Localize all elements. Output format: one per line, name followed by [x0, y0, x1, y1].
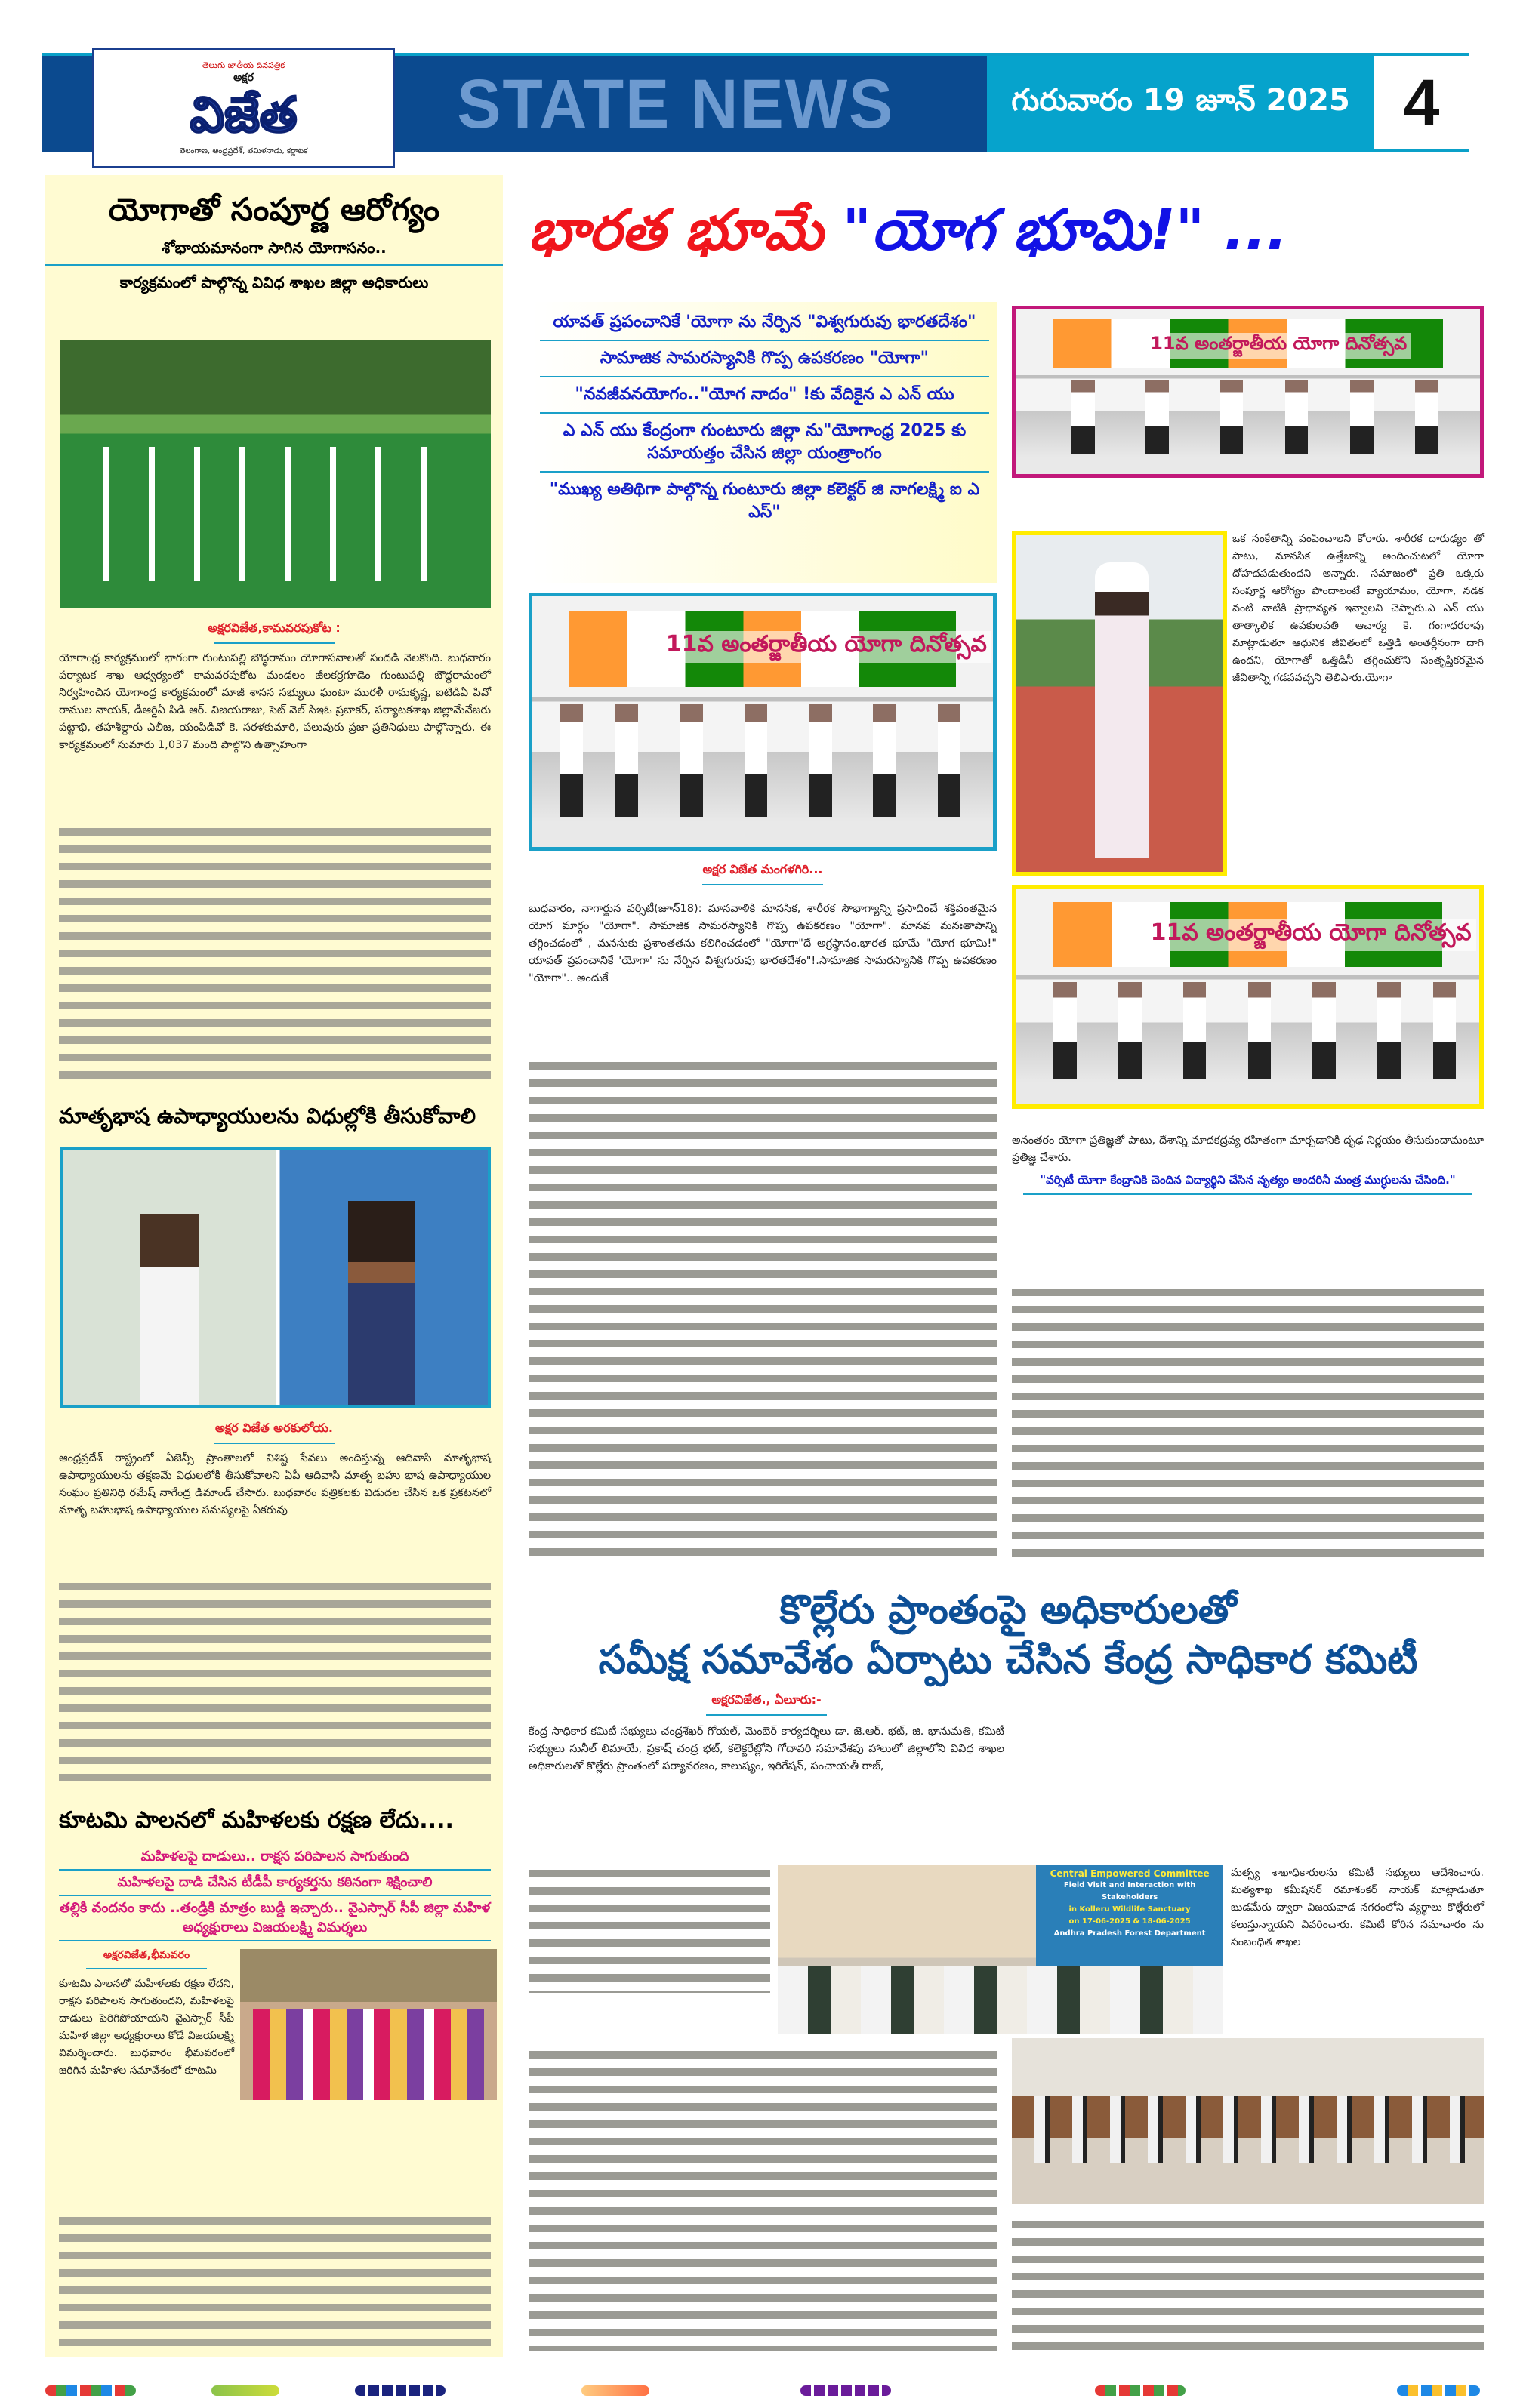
story-title: మాతృభాష ఉపాధ్యాయులను విధుల్లోకి తీసుకోవాలి	[59, 1104, 476, 1129]
story-header	[59, 1806, 491, 2100]
meeting-hall-photo	[1012, 2038, 1484, 2204]
banner-line: Central Empowered Committee	[1050, 1868, 1210, 1879]
kolleru-header	[521, 1585, 1495, 1775]
photo-banner-text: 11వ అంతర్జాతీయ యోగా దినోత్సవ	[661, 631, 991, 663]
photo-banner-text: 11వ అంతర్జాతీయ యోగా దినోత్సవ	[1146, 919, 1476, 951]
lead-subhead: "నవజీవనయోగం.."యోగ నాదం" !కు వేదికైన ఎ ఎన్ యు	[540, 376, 989, 412]
committee-meeting-photo	[778, 1865, 1223, 2034]
decorative-dots	[800, 2385, 891, 2396]
story-title: యోగాతో సంపూర్ణ ఆరోగ్యం	[108, 191, 440, 228]
story-subhead: మహిళలపై దాడులు.. రాక్షస పరిపాలన సాగుతుంది	[59, 1845, 491, 1871]
logo-prefix: అక్షర	[233, 71, 254, 84]
story-3-content	[59, 1949, 491, 2100]
story-title: కూటమి పాలనలో మహిళలకు రక్షణ లేదు....	[59, 1807, 454, 1834]
byline: అక్షర విజేత అరకులోయ.	[45, 1421, 503, 1444]
lead-headline	[529, 198, 1488, 288]
banner-line: Field Visit and Interaction with Stakeholders	[1063, 1881, 1196, 1901]
story-body-continued	[1012, 1283, 1484, 1563]
byline: అక్షరవిజేత., ఏలూరు:-	[529, 1692, 1004, 1716]
issue-date: గురువారం 19 జూన్ 2025	[987, 56, 1374, 152]
byline: అక్షరవిజేత,కామవరపుకోట :	[45, 620, 503, 644]
teacher-photos	[60, 1147, 491, 1408]
logo-states: తెలంగాణ, ఆంధ్రప్రదేశ్, తమిళనాడు, కర్ణాటక	[179, 146, 308, 156]
pull-quote: "వర్సిటీ యోగా కేంద్రానికి చెందిన విద్యార్థిని చేసిన నృత్యం అందరినీ మంత్ర ముగ్ధులను చేసింది."	[1023, 1172, 1472, 1195]
story-body: ఒక సంకేతాన్ని పంపించాలని కోరారు. శారీరక దారుఢ్యం తో పాటు, మానసిక ఉత్తేజాన్ని అందించుటలో యోగా దోహదపడుతుందని అన్నారు. సమాజంలో ప్రతి ఒక్కరు సంపూర్ణ ఆరోగ్యం పొందాలంటే వ్యాయామం, యోగా, నడక వంటి వాటికి ప్రాధాన్యత ఇవ్వాలని చెప్పారు.ఎ ఎన్ యు తాత్కాలిక ఉపకులపతి ఆచార్య కె. గంగాధరరావు మాట్లాడుతూ ఆధునిక జీవితంలో ఒత్తిడి అంతర్లీనంగా దాగి ఉందని, యోగాతో ఒత్తిడినీ తగ్గించుకొని సంతృప్తికరమైన జీవితాన్ని గడపవచ్చని తెలిపారు.యోగా	[1232, 533, 1484, 684]
decorative-dots	[211, 2385, 279, 2396]
banner-line: on 17-06-2025 & 18-06-2025	[1068, 1917, 1191, 1926]
decorative-dots	[1095, 2385, 1186, 2396]
story-text	[45, 620, 503, 754]
section-title: STATE NEWS	[457, 65, 895, 143]
decorative-dots	[581, 2385, 649, 2396]
story-subhead: కార్యక్రమంలో పాల్గొన్న వివిధ శాఖల జిల్లా అధికారులు	[119, 273, 429, 291]
headline-line: కొల్లేరు ప్రాంతంపై అధికారులతో	[779, 1587, 1237, 1633]
logo-tagline: తెలుగు జాతీయ దినపత్రిక	[202, 60, 285, 70]
story-body: యోగాంధ్ర కార్యక్రమంలో భాగంగా గుంటుపల్లి బౌద్ధరామం యోగాసనాలతో సందడి నెలకొంది. బుధవారం పర్యాటక శాఖ ఆధ్వర్యంలో కామవరపుకోట మండలం జీలకర్రగూడెం గుంటుపల్లి బౌద్ధరామంలో నిర్వహించిన యోగాంధ్ర కార్యక్రమంలో మాజీ శాసన సభ్యులు ఘంటా మురళీ రామకృష్ణ, ఐటిడిఏ పివో రాముల నాయక్, డీఆర్డిఏ పిడి ఆర్. విజయరాజు, సెట్ వెల్ సిఇఓ ప్రబాకర్, పర్యాటకశాఖ జిల్లామేనేజరు పట్టాభి, తహశీల్దారు ఎలీజ, యంపిడివో కె. సరళకుమారి, పలువురు ప్రజా ప్రతినిధులు పాల్గొన్నారు. ఈ కార్యక్రమంలో సుమారు 1,037 మంది పాల్గొని ఉత్సాహంగా	[59, 652, 491, 751]
story-subhead: తల్లికి వందనం కాదు ..తండ్రికి మాత్రం బుడ్డి ఇచ్చారు.. వైఎస్సార్ సీపీ జిల్లా మహిళ అధ్యక్షురాలు విజయలక్ష్మి విమర్శలు	[59, 1896, 491, 1941]
story-text	[59, 1949, 234, 2100]
page-number: 4	[1374, 56, 1469, 152]
lead-subhead: సామాజిక సామరస్యానికి గొప్ప ఉపకరణం "యోగా"	[540, 340, 989, 376]
story-body-continued	[529, 1057, 997, 1563]
story-body: ఆంధ్రప్రదేశ్ రాష్ట్రంలో ఏజెన్సీ ప్రాంతాలలో విశిష్ట సేవలు అందిస్తున్న ఆదివాసి మాతృభాష ఉపాధ్యాయులను తక్షణమే విధులలోకి తీసుకోవాలని ఏపీ ఆదివాసి మాతృ బహు భాష ఉపాధ్యాయుల సంఘం ప్రతినిధి రమేష్ నాగేంద్ర డిమాండ్ చేసారు. బుధవారం పత్రికలకు విడుదల చేసిన ఒక ప్రకటనలో మాతృ బహుభాష ఉపాధ్యాయుల సమస్యలపై ఏకరువు	[59, 1452, 491, 1517]
story-subhead: శోభాయమానంగా సాగిన యోగాసనం..	[45, 237, 503, 266]
story-text	[45, 1421, 503, 1520]
story-text	[529, 862, 997, 987]
lead-subhead: ఎ ఎన్ యు కేంద్రంగా గుంటూరు జిల్లా ను"యోగాంధ్ర 2025 కు సమాయత్తం చేసిన జిల్లా యంత్రాంగం	[540, 412, 989, 471]
photo-banner-text: 11వ అంతర్జాతీయ యోగా దినోత్సవ	[1145, 333, 1411, 359]
story-body: మత్స్య శాఖాధికారులను కమిటీ సభ్యులు ఆదేశించారు. మత్యశాఖ కమీషనర్ రమాశంకర్ నాయక్ మాట్లాడుతూ బుడమేరు ద్వారా విజయవాడ నగరంలోని వ్యర్థాలు కొల్లేరులో కలుస్తున్నాయని వివరించారు. కమిటీ కోరిన సమాచారం ను సంబంధిత శాఖల	[1231, 1867, 1484, 1948]
story-body-continued	[529, 2046, 997, 2351]
story-body-continued	[59, 2212, 491, 2351]
lead-subheads-box	[532, 302, 997, 583]
story-closing	[1012, 1132, 1484, 1195]
kolleru-headline	[521, 1585, 1495, 1685]
story-header	[45, 189, 503, 293]
banner-line: Andhra Pradesh Forest Department	[1053, 1929, 1206, 1938]
story-subhead: మహిళలపై దాడి చేసిన టీడీపీ కార్యకర్తను కఠినంగా శిక్షించాలి	[59, 1871, 491, 1896]
decorative-dots	[1397, 2385, 1480, 2396]
byline: అక్షర విజేత మంగళగిరి...	[529, 862, 997, 885]
story-body: అనంతరం యోగా ప్రతిజ్ఞతో పాటు, దేశాన్ని మాదకద్రవ్య రహితంగా మార్చడానికి దృఢ నిర్ణయం తీసుకుందామంటూ ప్రతిజ్ఞ చేశారు.	[1012, 1135, 1484, 1164]
decorative-dots	[45, 2385, 136, 2396]
women-meeting-photo	[240, 1949, 497, 2100]
headline-line: సమీక్ష సమావేశం ఏర్పాటు చేసిన కేంద్ర సాధికార కమిటీ	[598, 1637, 1418, 1683]
lead-subhead: "ముఖ్య అతిథిగా పాల్గొన్న గుంటూరు జిల్లా కలెక్టర్ జి నాగలక్ష్మి ఐ ఎ ఎస్"	[540, 471, 989, 530]
byline: అక్షరవిజేత,భీమవరం	[59, 1949, 234, 1969]
story-body: బుధవారం, నాగార్జున వర్సిటీ(జూన్18): మానవాళికి మానసిక, శారీరక సౌభాగ్యాన్ని ప్రసాదించే శక్తివంతమైన యోగ మార్గం "యోగా". సామాజిక సామరస్యానికి గొప్ప ఉపకరణం "యోగా". మానవ మనఃతాపాన్ని తగ్గించడంలో , మనసుకు ప్రశాంతతను కలిగించడంలో "యోగా"దే అగ్రస్థానం.భారత భూమే "యోగ భూమి!" యావత్ ప్రపంచానికే 'యోగా' ను నేర్పిన విశ్వగురువు భారతదేశం"!.సామాజిక సామరస్యానికి గొప్ప ఉపకరణం "యోగా".. అందుకే	[529, 903, 997, 984]
story-text	[529, 1692, 1004, 1775]
lead-subhead: యావత్ ప్రపంచానికే 'యోగా ను నేర్పిన "విశ్వగురువు భారతదేశం"	[553, 313, 976, 331]
story-body: కేంద్ర సాధికార కమిటీ సభ్యులు చంద్రశేఖర్ గోయల్, మెంబెర్ కార్యదర్శిలు డా. జె.ఆర్. భట్, జి. భానుమతి, కమిటీ సభ్యులు సునీల్ లిమాయే, ప్రకాష్ చంద్ర భట్, కలెక్టరేట్లోని గోదావరి సమావేశపు హాలులో జిల్లాలోని వివిధ శాఖల అధికారులతో కొల్లేరు ప్రాంతంలో పర్యావరణం, కాలుష్యం, ఇరిగేషన్, పంచాయతీ రాజ్,	[529, 1726, 1004, 1772]
yoga-day-stage-photo-2	[1012, 885, 1484, 1109]
yoga-day-dignitaries-photo	[529, 593, 997, 851]
decorative-dots	[355, 2385, 446, 2396]
yoga-day-stage-photo	[1012, 306, 1484, 478]
headline-red: భారత భూమే	[529, 198, 823, 263]
story-body-continued	[59, 823, 491, 1083]
collector-yoga-pose-photo	[1012, 531, 1227, 876]
banner-line: in Kolleru Wildlife Sanctuary	[1068, 1905, 1191, 1914]
story-body-continued	[529, 1865, 770, 1993]
story-body-continued	[1012, 2216, 1484, 2351]
logo-name: విజేత	[190, 87, 298, 143]
story-body-continued	[59, 1578, 491, 1786]
newspaper-logo	[92, 48, 395, 168]
story-body: కూటమి పాలనలో మహిళలకు రక్షణ లేదని, రాక్షస పరిపాలన సాగుతుందని, మహిళలపై దాడులు పెరిగిపోయాయని వైఎస్సార్ సీపీ మహిళ జిల్లా అధ్యక్షురాలు కోడే విజయలక్ష్మి విమర్శించారు. బుధవారం భీమవరంలో జరిగిన మహిళల సమావేశంలో కూటమి	[59, 1978, 234, 2077]
headline-blue: "యోగ భూమి!" ...	[842, 198, 1288, 263]
yoga-ground-photo	[60, 340, 491, 608]
